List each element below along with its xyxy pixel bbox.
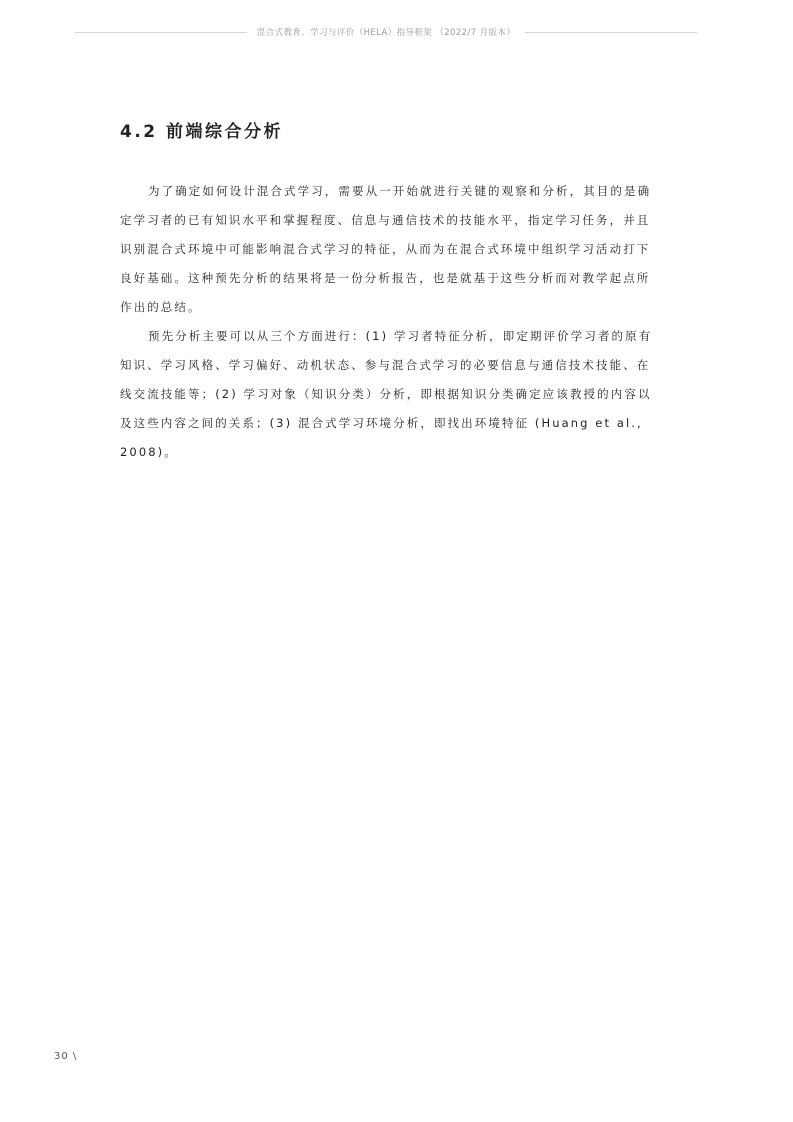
section-title: 4.2 前端综合分析 <box>120 122 284 142</box>
paragraph-2: 预先分析主要可以从三个方面进行：(1) 学习者特征分析，即定期评价学习者的原有知识、学习风格、学习偏好、动机状态、参与混合式学习的必要信息与通信技术技能、在线交流技能等；(2) 学习对象（知识分类）分析，即根据知识分类确定应该教授的内容以及这些内容之间的关系；(3) 混合式学习环境分析，即找出环境特征 (Huang et al., 2008)。 <box>120 329 653 459</box>
running-header <box>75 24 697 40</box>
body-text <box>120 177 655 467</box>
header-rule-left <box>75 32 247 33</box>
page-number: 30 \ <box>54 1051 78 1062</box>
paragraph-1: 为了确定如何设计混合式学习，需要从一开始就进行关键的观察和分析，其目的是确定学习者的已有知识水平和掌握程度、信息与通信技术的技能水平，指定学习任务，并且识别混合式环境中可能影响混合式学习的特征，从而为在混合式环境中组织学习活动打下良好基础。这种预先分析的结果将是一份分析报告，也是就基于这些分析而对教学起点所作出的总结。 <box>120 184 652 314</box>
running-header-title: 混合式教育、学习与评价（HELA）指导框架 （2022/7 月版本） <box>256 28 516 38</box>
header-rule-right <box>525 32 697 33</box>
